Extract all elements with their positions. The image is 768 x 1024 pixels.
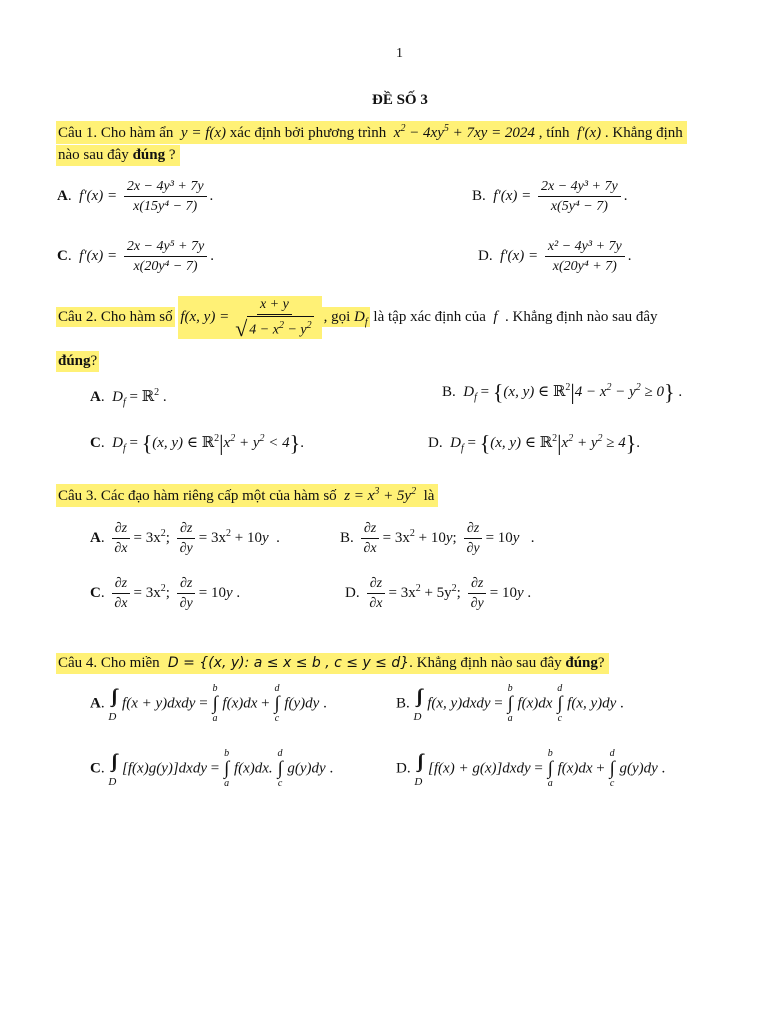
question-2-line-2: đúng? bbox=[56, 351, 99, 372]
q4-option-d[interactable]: D. ∫∫ D [f(x) + g(x)]dxdy = b ∫ a f(x)dx + d ∫ c g(y)dy . bbox=[396, 748, 666, 789]
question-2-label: Câu 2. bbox=[58, 308, 98, 325]
q3-option-d[interactable]: D. $\frac{\partial z}{\partial x}$ = $3x^2 + 5y^2$; $\frac{\partial z}{\partial y}$ = 10y . bbox=[345, 576, 532, 611]
q3-option-b[interactable]: B. $\frac{\partial z}{\partial x}$ = $3x^2 + 10y$; $\frac{\partial z}{\partial y}$ = 10y . bbox=[340, 521, 535, 556]
question-1-line-1: Câu 1. Cho hàm ẩn y = f(x) xác định bởi phương trình $x^2 - 4xy^5 + 7xy = 2024$ , tính f′(x) . Khẳng định bbox=[56, 121, 687, 144]
equation: $x^2 - 4xy^5 + 7xy = 2024$ bbox=[390, 123, 535, 141]
q3-option-c[interactable]: C. $\frac{\partial z}{\partial x}$ = $3x^2$; $\frac{\partial z}{\partial y}$ = 10y . bbox=[90, 576, 241, 611]
q2-option-a[interactable]: A. $D_f$ = ℝ$^2$ . bbox=[90, 387, 167, 408]
q2-option-b[interactable]: B. $D_f = \{(x$, y) ∈ ℝ$^2$|4 − $x^2 - y^2 \ge 0$} . bbox=[442, 379, 683, 405]
q1-option-a[interactable]: A. f′(x) = $\frac{\text{2x − 4y³ + 7y}}{\text{x(15y⁴ − 7)}}$ . bbox=[57, 179, 214, 214]
q2-option-d[interactable]: D. $D_f = \{(x$, y) ∈ $ℝ^2|x^2 + y^2 \ge 4$}. bbox=[428, 430, 641, 456]
question-3-label: Câu 3. bbox=[58, 488, 98, 504]
q4-option-a[interactable]: A. ∫∫ D f(x + y)dxdy = b ∫ a f(x)dx + d ∫ c f(y)dy . bbox=[90, 683, 327, 724]
q2-option-c[interactable]: C. $D_f = \{(x$, y) ∈ $ℝ^2|x^2 + y^2 < 4$}. bbox=[90, 430, 304, 456]
q4-option-b[interactable]: B. ∫∫ D f(x, y)dxdy = b ∫ a f(x)dx d ∫ c f(x, y)dy . bbox=[396, 683, 624, 724]
implicit-function: y = f(x) bbox=[177, 125, 227, 141]
q4-option-c[interactable]: C. ∫∫ D [f(x)g(y)]dxdy = b ∫ a f(x)dx. d ∫ c g(y)dy . bbox=[90, 748, 334, 789]
q3-option-a[interactable]: A. $\frac{\partial z}{\partial x}$ = $3x^2$; $\frac{\partial z}{\partial y}$ = $3x^2 + 10y$ . bbox=[90, 521, 280, 556]
page-number: 1 bbox=[396, 46, 403, 61]
question-2-line-1: Câu 2. Cho hàm số f(x, y) = x + y √ $4 - x^2 - y^2$ , gọi $D_f$ là tập xác định của f . Khẳng định nào sau đây bbox=[58, 297, 658, 341]
function-definition: f(x, y) = x + y √ $4 - x^2 - y^2$ bbox=[178, 296, 321, 339]
question-1-line-2: nào sau đây đúng ? bbox=[56, 145, 180, 166]
question-1-label: Câu 1. bbox=[58, 125, 98, 141]
q1-option-b[interactable]: B. f′(x) = $\frac{\text{2x − 4y³ + 7y}}{\text{x(5y⁴ − 7)}}$ . bbox=[472, 179, 628, 214]
q1-option-d[interactable]: D. f′(x) = $\frac{\text{x² − 4y³ + 7y}}{\text{x(20y⁴ + 7)}}$ . bbox=[478, 239, 632, 274]
question-4-label: Câu 4. bbox=[58, 655, 98, 671]
question-3: Câu 3. Các đạo hàm riêng cấp một của hàm số $z = x^3 + 5y^2$ là bbox=[56, 484, 438, 507]
page-title: ĐỀ SỐ 3 bbox=[372, 92, 428, 108]
question-4: Câu 4. Cho miền D = {(x, y): a ≤ x ≤ b , c ≤ y ≤ d}. Khẳng định nào sau đây đúng? bbox=[56, 653, 609, 674]
q1-option-c[interactable]: C. f′(x) = $\frac{\text{2x − 4y⁵ + 7y}}{\text{x(20y⁴ − 7)}}$ . bbox=[57, 239, 214, 274]
